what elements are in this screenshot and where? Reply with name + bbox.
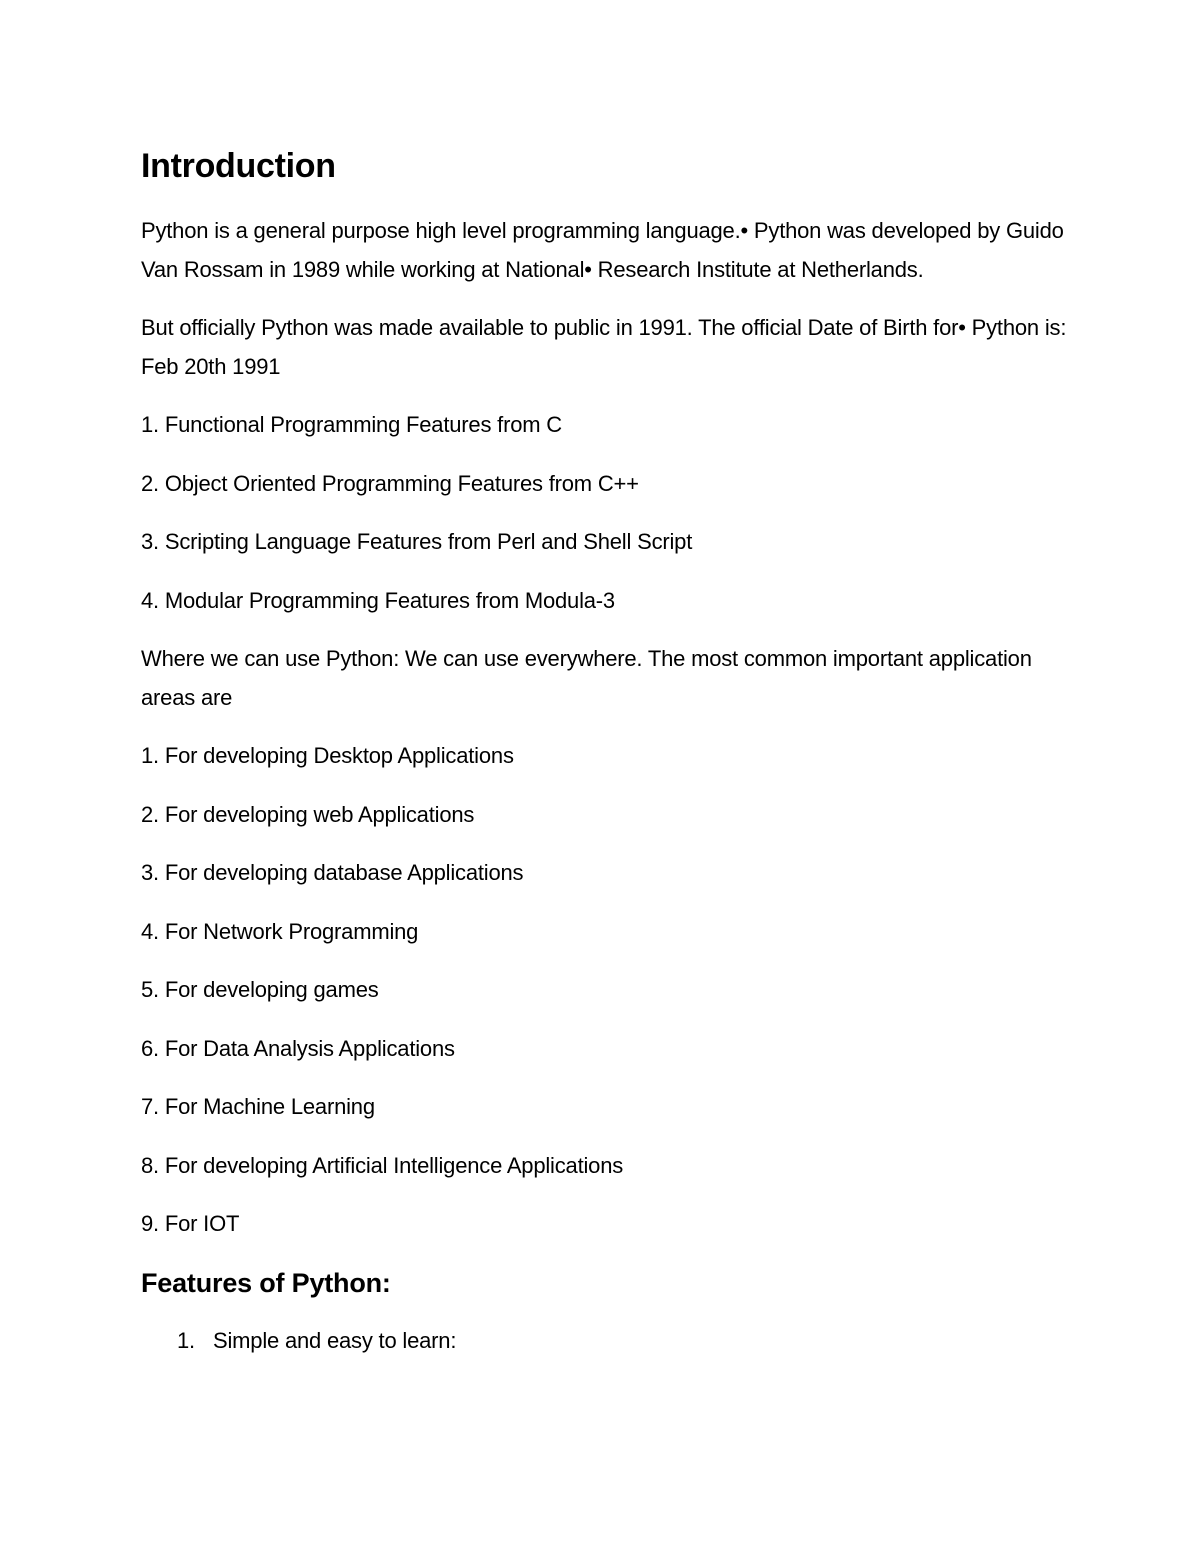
application-item: 4. For Network Programming (141, 918, 419, 944)
application-item: 3. For developing database Applications (141, 860, 524, 885)
application-item: 2. For developing web Applications (141, 801, 475, 827)
page-title: Introduction (141, 147, 336, 185)
application-item: 7. For Machine Learning (141, 1094, 375, 1119)
usage-paragraph: Where we can use Python: We can use everywhere. The most common important application areas are (141, 646, 1032, 710)
intro-paragraph: Python is a general purpose high level programming language.• Python was developed by Guido Van Rossam in 1989 while working at National• Research Institute at Netherlands. (141, 218, 1064, 282)
origin-item: 3. Scripting Language Features from Perl and Shell Script (141, 529, 693, 554)
application-item: 9. For IOT (141, 1211, 240, 1236)
application-item: 8. For developing Artificial Intelligence Applications (141, 1152, 624, 1178)
feature-number: 1. (177, 1327, 195, 1353)
feature-text: Simple and easy to learn: (213, 1327, 457, 1353)
release-paragraph: But officially Python was made available to public in 1991. The official Date of Birth for• Python is: Feb 20th 1991 (141, 315, 1067, 379)
features-heading: Features of Python: (141, 1267, 391, 1298)
origin-item: 1. Functional Programming Features from C (141, 412, 562, 437)
feature-item (141, 1322, 1071, 1360)
origin-item: 4. Modular Programming Features from Modula-3 (141, 587, 615, 613)
origin-item: 2. Object Oriented Programming Features from C++ (141, 470, 639, 496)
document-body (141, 142, 1071, 1360)
application-item: 6. For Data Analysis Applications (141, 1035, 455, 1061)
application-item: 5. For developing games (141, 977, 379, 1002)
features-list (141, 1322, 1071, 1360)
application-item: 1. For developing Desktop Applications (141, 743, 514, 768)
